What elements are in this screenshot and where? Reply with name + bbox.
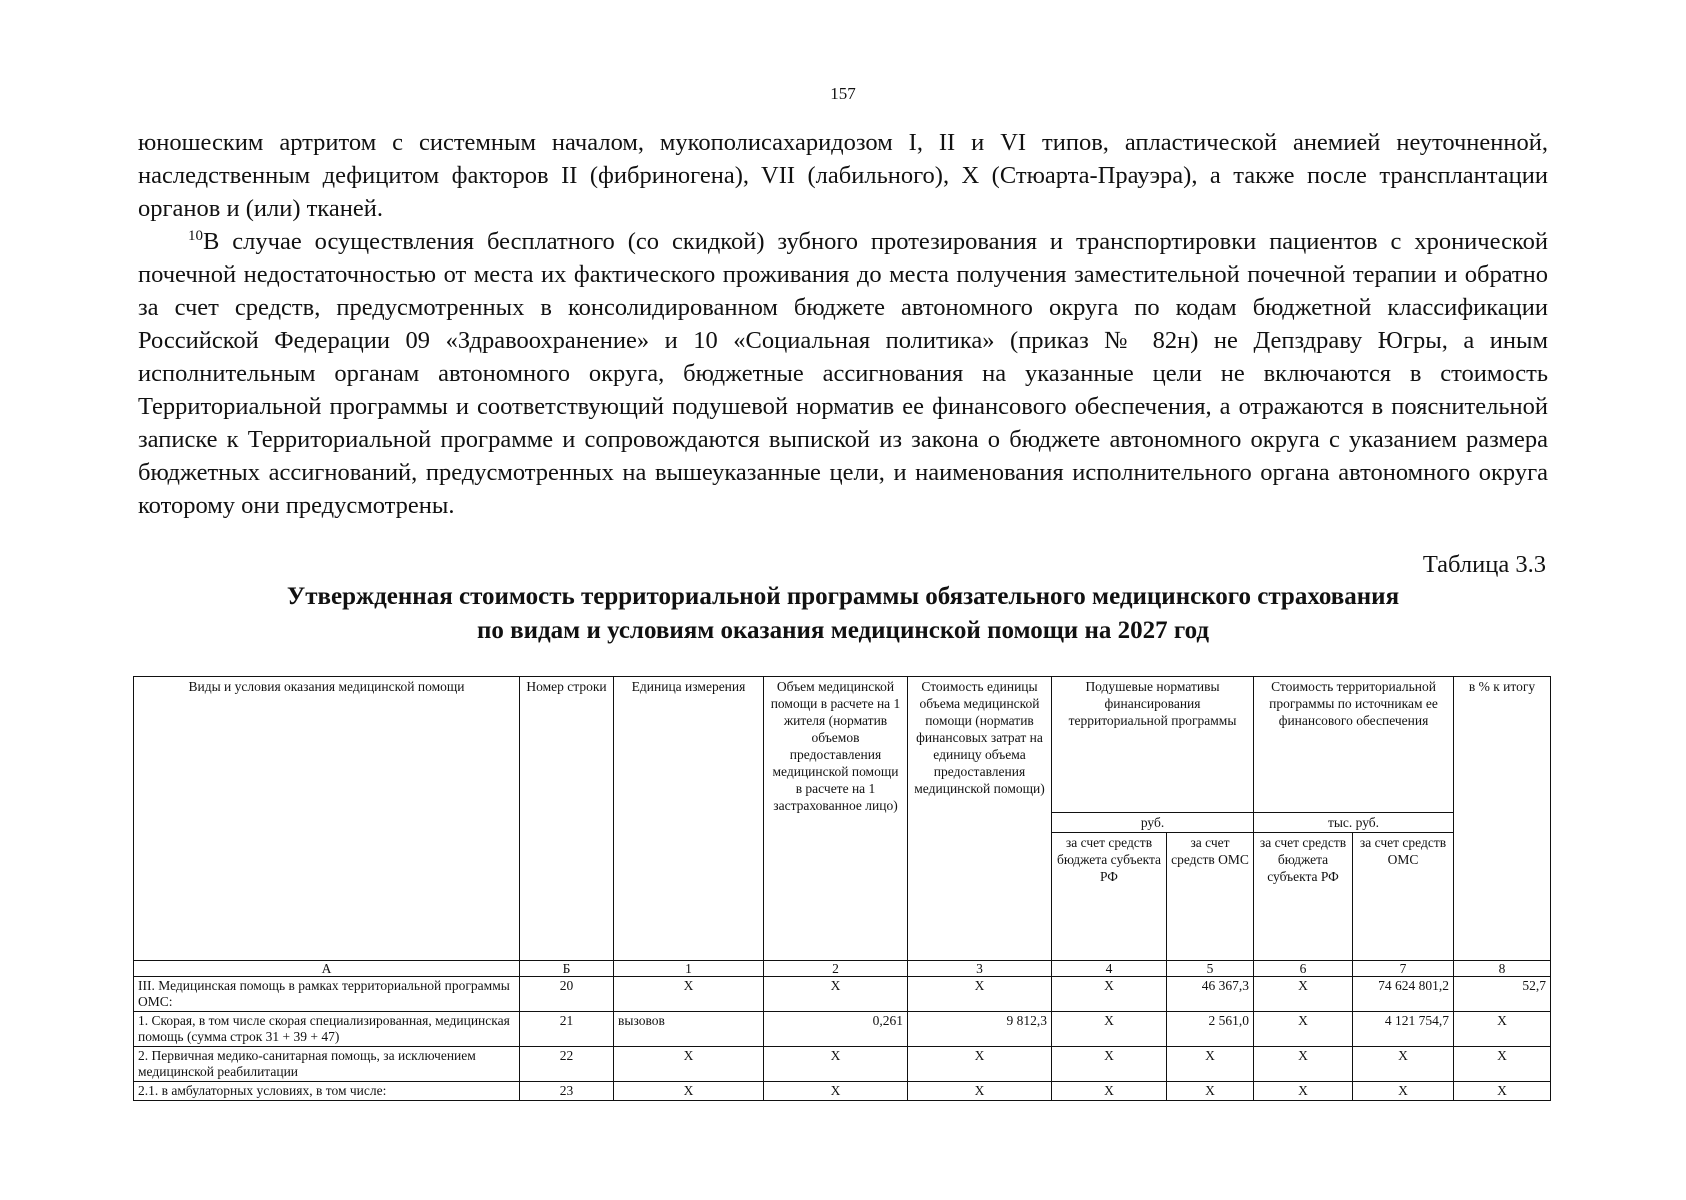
column-number: 3 (908, 961, 1052, 977)
cell-unit: Х (614, 1082, 764, 1101)
body-text (138, 126, 1548, 522)
cell-per-capita-budget: Х (1052, 977, 1167, 1012)
cell-row: 20 (520, 977, 614, 1012)
cell-name: 2. Первичная медико-санитарная помощь, за исключением медицинской реабилитации (134, 1047, 520, 1082)
cell-per-capita-budget: Х (1052, 1082, 1167, 1101)
table-row (134, 977, 1551, 1012)
footnote-marker: 10 (188, 228, 203, 244)
header-unit: Единица измерения (614, 677, 764, 961)
cell-percent: 52,7 (1454, 977, 1551, 1012)
table-row (134, 1047, 1551, 1082)
cell-per-capita-budget: Х (1052, 1012, 1167, 1047)
header-cost-by-source: Стоимость территориальной программы по источникам ее финансового обеспечения (1254, 677, 1454, 813)
cell-volume: Х (764, 1082, 908, 1101)
cell-cost-budget: Х (1254, 1012, 1353, 1047)
header-volume: Объем медицинской помощи в расчете на 1 жителя (норматив объемов предоставления медицинской помощи в расчете на 1 застрахованное лицо) (764, 677, 908, 961)
cost-table (133, 676, 1551, 1101)
column-number: 4 (1052, 961, 1167, 977)
column-number: А (134, 961, 520, 977)
cell-cost-oms: 4 121 754,7 (1353, 1012, 1454, 1047)
header-rub: руб. (1052, 813, 1254, 833)
cell-unit-cost: 9 812,3 (908, 1012, 1052, 1047)
cell-volume: Х (764, 1047, 908, 1082)
table-title (0, 580, 1686, 648)
cell-per-capita-oms: 2 561,0 (1167, 1012, 1254, 1047)
cell-percent: Х (1454, 1047, 1551, 1082)
cell-unit-cost: Х (908, 1047, 1052, 1082)
cell-volume: 0,261 (764, 1012, 908, 1047)
cell-name: III. Медицинская помощь в рамках территориальной программы ОМС: (134, 977, 520, 1012)
header-row-number: Номер строки (520, 677, 614, 961)
cell-row: 23 (520, 1082, 614, 1101)
header-per-capita-budget: за счет средств бюджета субъекта РФ (1052, 833, 1167, 961)
header-cost-oms: за счет средств ОМС (1353, 833, 1454, 961)
cell-per-capita-oms: Х (1167, 1047, 1254, 1082)
cell-name: 1. Скорая, в том числе скорая специализированная, медицинская помощь (сумма строк 31 + 39 + 47) (134, 1012, 520, 1047)
cell-percent: Х (1454, 1082, 1551, 1101)
column-number: 1 (614, 961, 764, 977)
cell-cost-oms: Х (1353, 1047, 1454, 1082)
column-number-row (134, 961, 1551, 977)
table-row (134, 1012, 1551, 1047)
header-per-capita: Подушевые нормативы финансирования территориальной программы (1052, 677, 1254, 813)
cell-unit-cost: Х (908, 977, 1052, 1012)
table-title-line-2: по видам и условиям оказания медицинской помощи на 2027 год (476, 617, 1210, 644)
cell-row: 22 (520, 1047, 614, 1082)
column-number: 6 (1254, 961, 1353, 977)
cell-unit-cost: Х (908, 1082, 1052, 1101)
column-number: 2 (764, 961, 908, 977)
column-number: Б (520, 961, 614, 977)
page-number: 157 (830, 84, 856, 103)
cell-per-capita-budget: Х (1052, 1047, 1167, 1082)
cell-unit: Х (614, 1047, 764, 1082)
table-title-line-1: Утвержденная стоимость территориальной программы обязательного медицинского страхования (286, 583, 1400, 610)
cell-row: 21 (520, 1012, 614, 1047)
cell-per-capita-oms: Х (1167, 1082, 1254, 1101)
header-cost-budget: за счет средств бюджета субъекта РФ (1254, 833, 1353, 961)
header-percent: в % к итогу (1454, 677, 1551, 961)
table-label: Таблица 3.3 (1422, 551, 1546, 578)
paragraph-footnote-10 (138, 225, 1548, 522)
header-types: Виды и условия оказания медицинской помощи (134, 677, 520, 961)
cell-cost-oms: Х (1353, 1082, 1454, 1101)
cell-cost-budget: Х (1254, 1082, 1353, 1101)
header-thousand-rub: тыс. руб. (1254, 813, 1454, 833)
table-row (134, 1082, 1551, 1101)
header-per-capita-oms: за счет средств ОМС (1167, 833, 1254, 961)
header-row-1 (134, 677, 1551, 813)
header-unit-cost: Стоимость единицы объема медицинской помощи (норматив финансовых затрат на единицу объема предоставления медицинской помощи) (908, 677, 1052, 961)
cell-per-capita-oms: 46 367,3 (1167, 977, 1254, 1012)
cell-cost-budget: Х (1254, 977, 1353, 1012)
column-number: 8 (1454, 961, 1551, 977)
cell-unit: вызовов (614, 1012, 764, 1047)
cell-name: 2.1. в амбулаторных условиях, в том числе: (134, 1082, 520, 1101)
paragraph-continuation: юношеским артритом с системным началом, мукополисахаридозом I, II и VI типов, апластической анемией неуточненной, наследственным дефицитом факторов II (фибриногена), VII (лабильного), X (Стюарта-Прауэра), а также после трансплантации органов и (или) тканей. (138, 129, 1548, 222)
cell-volume: Х (764, 977, 908, 1012)
column-number: 5 (1167, 961, 1254, 977)
cell-cost-budget: Х (1254, 1047, 1353, 1082)
cell-cost-oms: 74 624 801,2 (1353, 977, 1454, 1012)
column-number: 7 (1353, 961, 1454, 977)
cell-percent: Х (1454, 1012, 1551, 1047)
footnote-text: В случае осуществления бесплатного (со скидкой) зубного протезирования и транспортировки пациентов с хронической почечной недостаточностью от места их фактического проживания до места получения заместительной почечной терапии и обратно за счет средств, предусмотренных в консолидированном бюджете автономного округа по кодам бюджетной классификации Российской Федерации 09 «Здравоохранение» и 10 «Социальная политика» (приказ № 82н) не Депздраву Югры, а иным исполнительным органам автономного округа, бюджетные ассигнования на указанные цели не включаются в стоимость Территориальной программы и соответствующий подушевой норматив ее финансового обеспечения, а отражаются в пояснительной записке к Территориальной программе и сопровождаются выпиской из закона о бюджете автономного округа с указанием размера бюджетных ассигнований, предусмотренных на вышеуказанные цели, и наименования исполнительного органа автономного округа которому они предусмотрены. (138, 228, 1548, 519)
cell-unit: Х (614, 977, 764, 1012)
